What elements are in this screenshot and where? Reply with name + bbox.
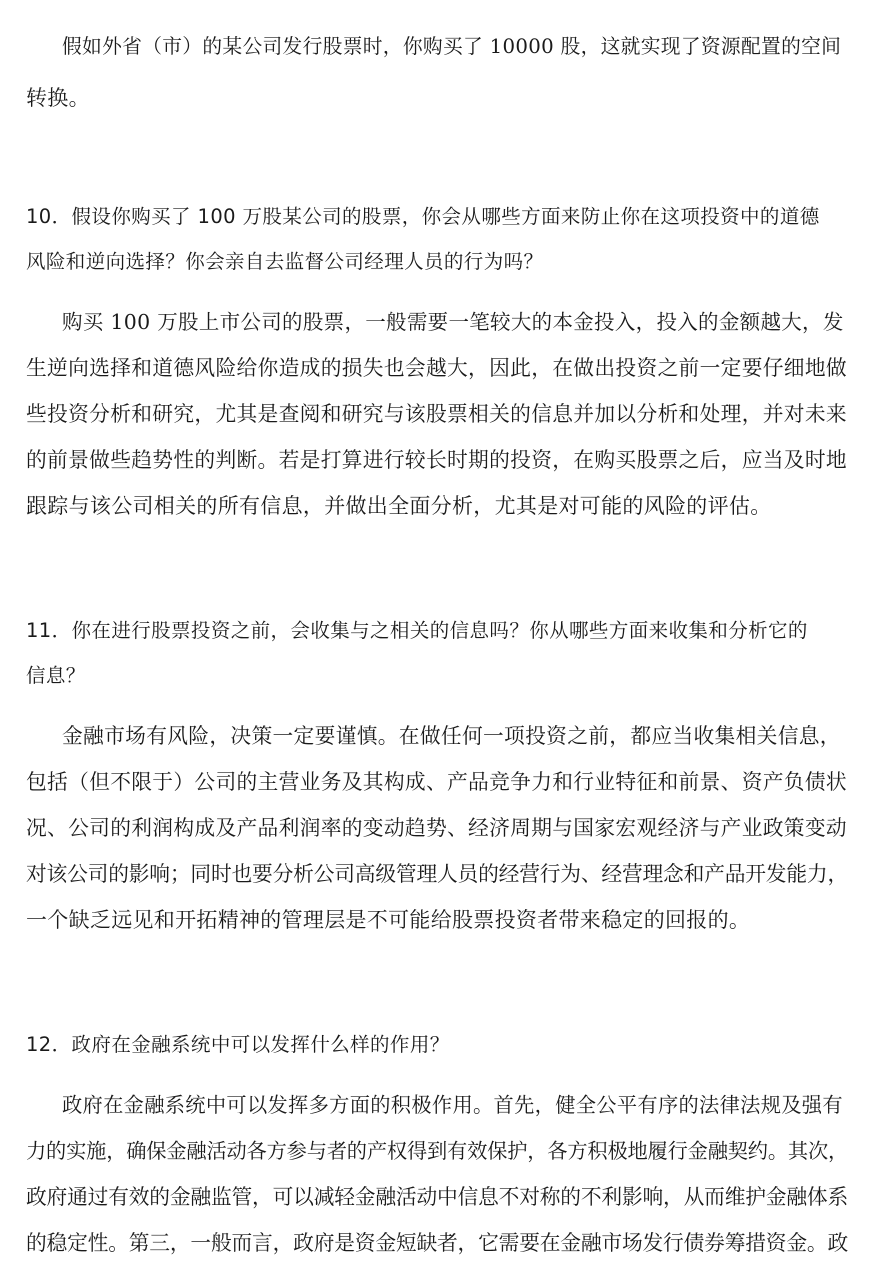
- paragraph-line: 政府在金融系统中可以发挥多方面的积极作用。首先，健全公平有序的法律法规及强有: [62, 1093, 843, 1117]
- paragraph-line: 政府通过有效的金融监管，可以减轻金融活动中信息不对称的不利影响，从而维护金融体系: [26, 1185, 849, 1209]
- question-line: 信息？: [26, 664, 86, 687]
- paragraph-line: 况、公司的利润构成及产品利润率的变动趋势、经济周期与国家宏观经济与产业政策变动: [26, 816, 847, 840]
- question-line: 11．你在进行股票投资之前，会收集与之相关的信息吗？你从哪些方面来收集和分析它的: [26, 619, 808, 642]
- paragraph-line: 生逆向选择和道德风险给你造成的损失也会越大，因此，在做出投资之前一定要仔细地做: [26, 356, 847, 380]
- question-line: 10．假设你购买了 100 万股某公司的股票，你会从哪些方面来防止你在这项投资中的道德: [26, 205, 820, 228]
- paragraph-line: 假如外省（市）的某公司发行股票时，你购买了 10000 股，这就实现了资源配置的空间: [62, 35, 842, 58]
- paragraph-line: 的稳定性。第三，一般而言，政府是资金短缺者，它需要在金融市场发行债券筹措资金。政: [26, 1231, 849, 1255]
- paragraph-line: 些投资分析和研究，尤其是查阅和研究与该股票相关的信息并加以分析和处理，并对未来: [26, 402, 847, 426]
- paragraph-line: 转换。: [26, 86, 90, 110]
- paragraph-line: 包括（但不限于）公司的主营业务及其构成、产品竞争力和行业特征和前景、资产负债状: [26, 770, 847, 794]
- paragraph-line: 购买 100 万股上市公司的股票，一般需要一笔较大的本金投入，投入的金额越大，发: [62, 310, 844, 334]
- paragraph-line: 的前景做些趋势性的判断。若是打算进行较长时期的投资，在购买股票之后，应当及时地: [26, 448, 847, 472]
- paragraph-line: 一个缺乏远见和开拓精神的管理层是不可能给股票投资者带来稳定的回报的。: [26, 908, 751, 932]
- paragraph-line: 金融市场有风险，决策一定要谨慎。在做任何一项投资之前，都应当收集相关信息，: [62, 724, 841, 748]
- paragraph-line: 力的实施，确保金融活动各方参与者的产权得到有效保护，各方积极地履行金融契约。其次，: [26, 1139, 849, 1163]
- paragraph-line: 对该公司的影响；同时也要分析公司高级管理人员的经营行为、经营理念和产品开发能力，: [26, 862, 849, 886]
- question-line: 风险和逆向选择？你会亲自去监督公司经理人员的行为吗？: [26, 250, 544, 273]
- question-line: 12．政府在金融系统中可以发挥什么样的作用？: [26, 1033, 450, 1056]
- paragraph-line: 跟踪与该公司相关的所有信息，并做出全面分析，尤其是对可能的风险的评估。: [26, 494, 772, 518]
